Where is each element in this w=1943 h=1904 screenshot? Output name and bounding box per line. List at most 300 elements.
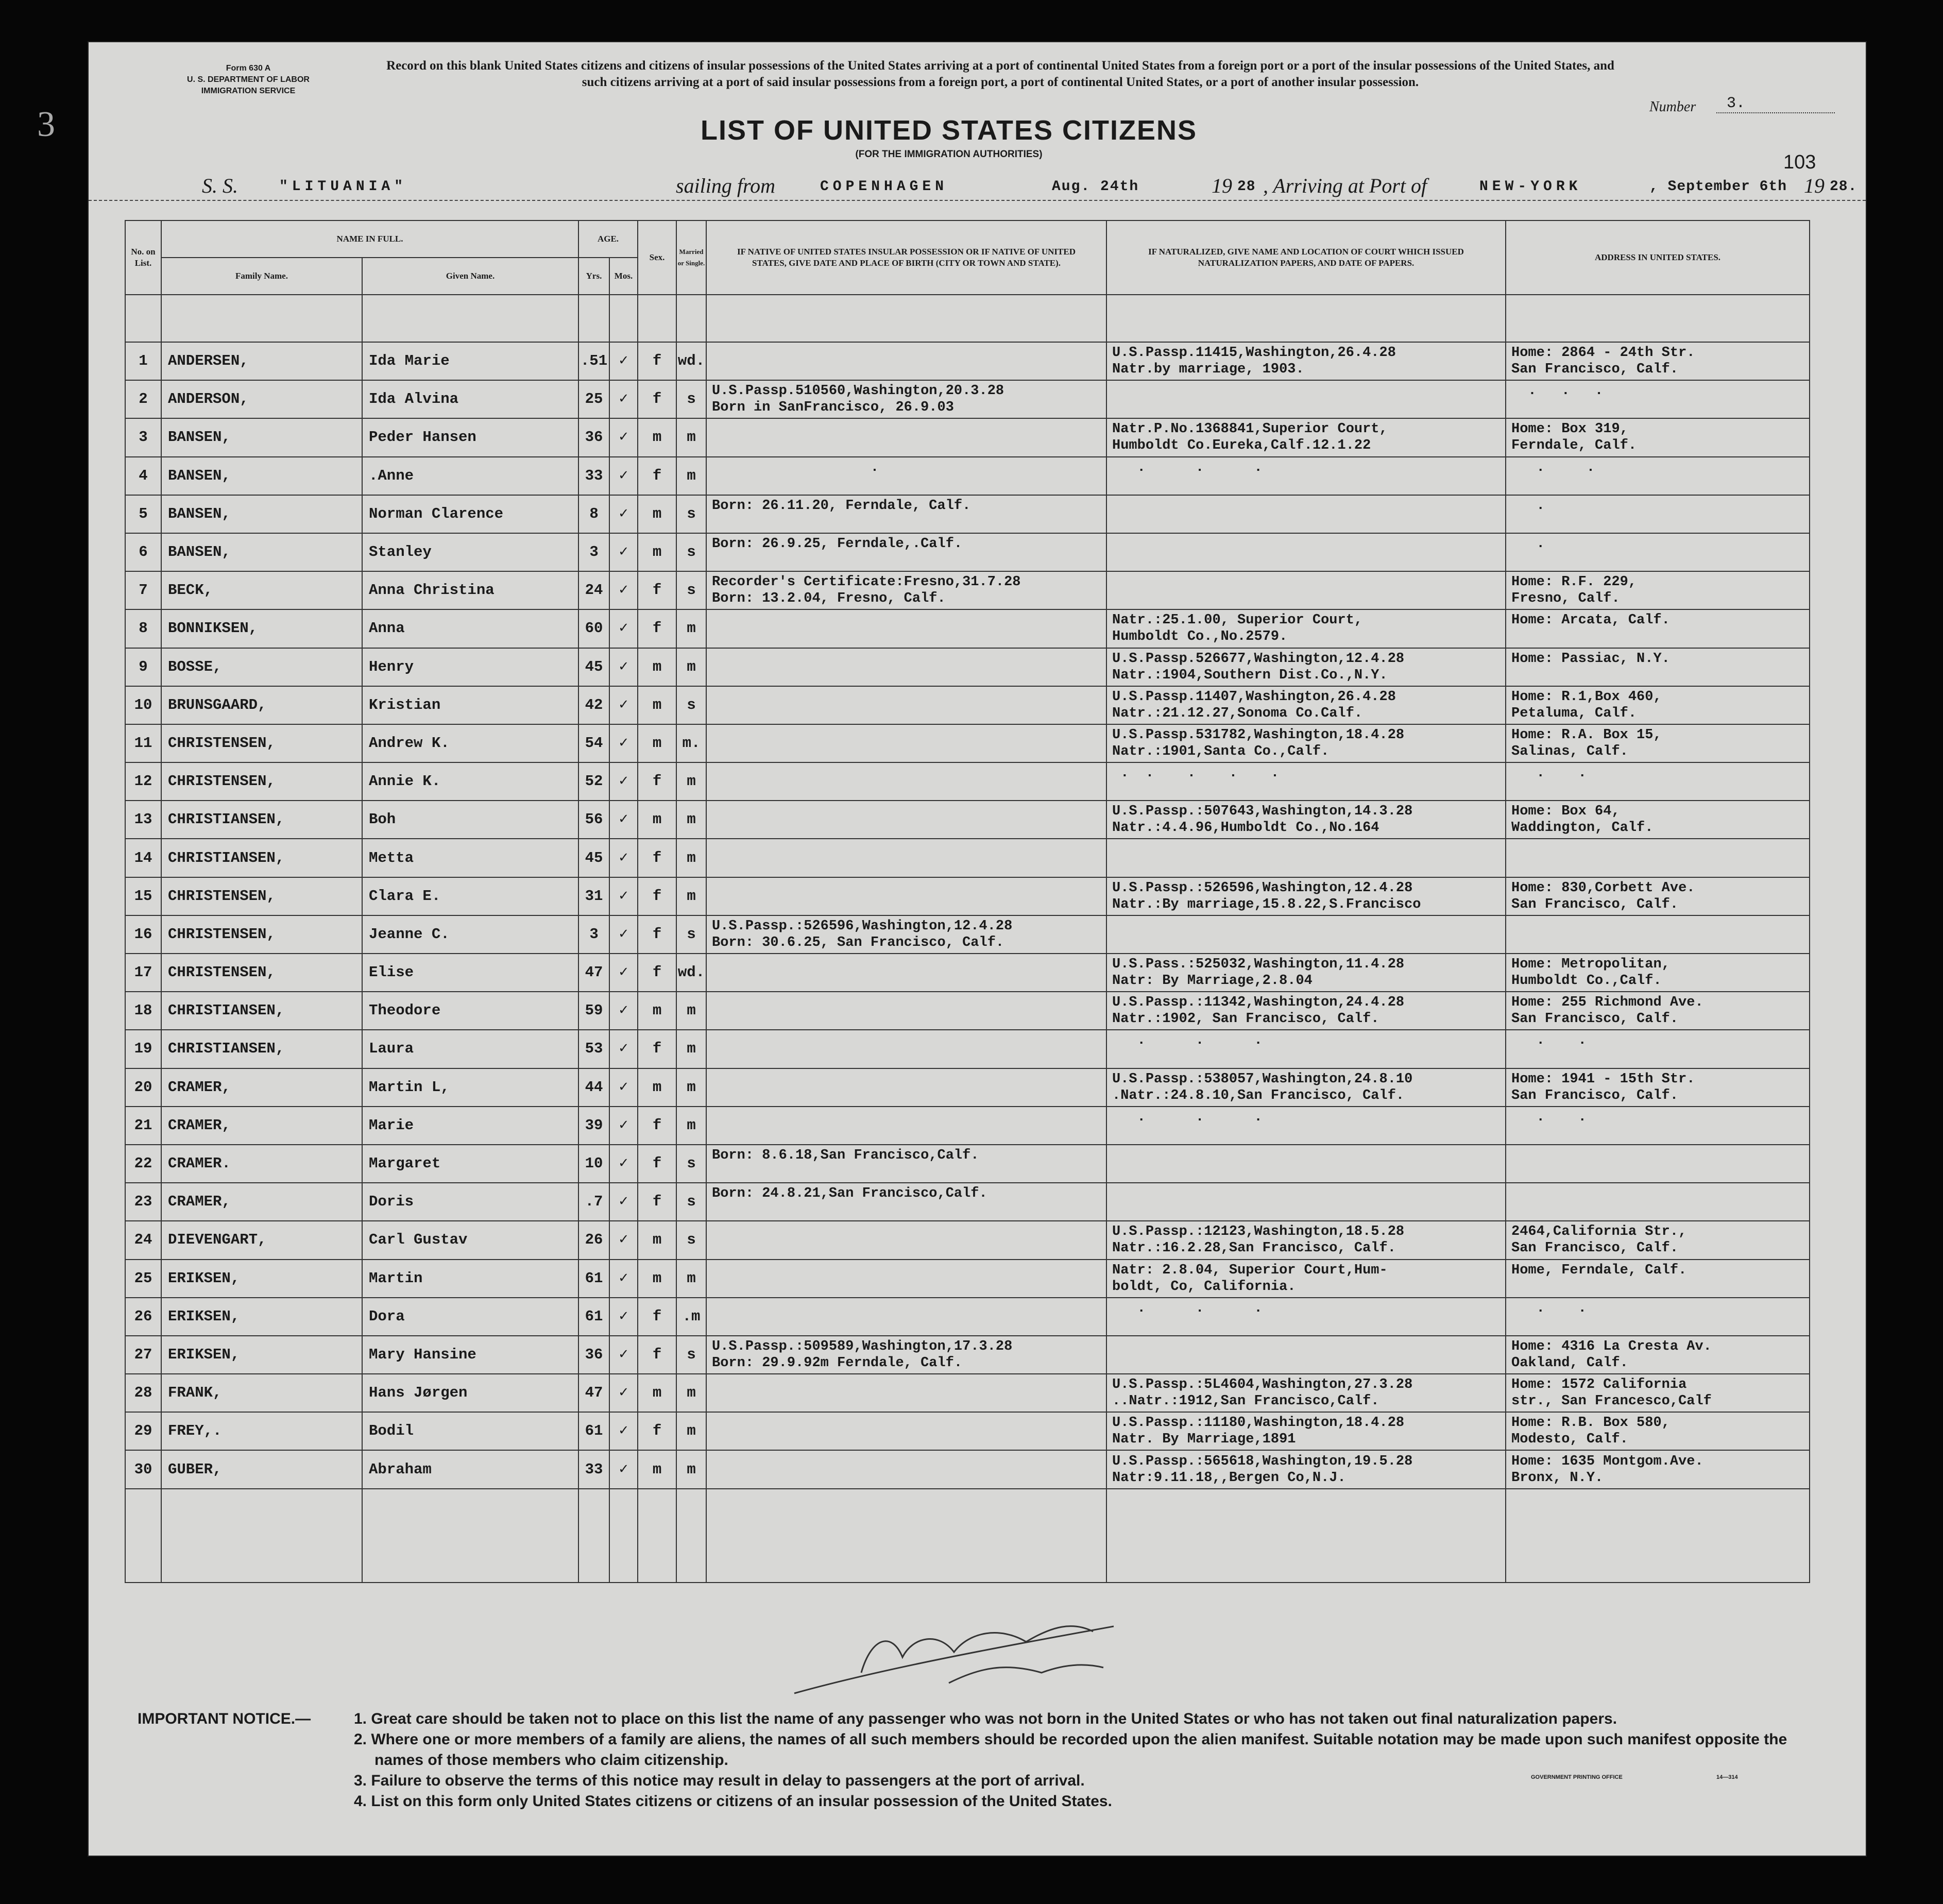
naturalization-info-line: U.S.Passp.:12123,Washington,18.5.28 (1112, 1224, 1405, 1240)
native-birth-info-line (707, 727, 1106, 743)
native-birth-info-line (707, 705, 1106, 722)
us-address-line (1506, 1202, 1809, 1218)
naturalization-info (1106, 1221, 1506, 1259)
table-row (125, 839, 1810, 877)
blank-cell (706, 1489, 1106, 1583)
naturalization-info-line (1107, 574, 1505, 590)
us-address (1506, 1145, 1810, 1183)
naturalization-info (1106, 1450, 1506, 1488)
native-birth-info (706, 457, 1106, 495)
family-name: CRAMER. (161, 1145, 362, 1183)
given-name: Marie (362, 1107, 578, 1145)
row-number: 12 (125, 762, 161, 801)
marital-status: m (676, 609, 706, 648)
age-years: 33 (578, 457, 609, 495)
native-birth-info-line (707, 514, 1106, 531)
us-address (1506, 1068, 1810, 1107)
marital-status: m (676, 457, 706, 495)
us-address (1506, 1374, 1810, 1412)
naturalization-info-line (1107, 858, 1505, 875)
naturalization-info-line: Natr.:21.12.27,Sonoma Co.Calf. (1112, 705, 1363, 721)
page-title: LIST OF UNITED STATES CITIZENS (701, 115, 1197, 146)
native-birth-info-line: U.S.Passp.510560,Washington,20.3.28 (712, 383, 1004, 399)
family-name: BRUNSGAARD, (161, 686, 362, 724)
col-address: ADDRESS IN UNITED STATES. (1506, 220, 1810, 295)
marital-status: m (676, 877, 706, 915)
native-birth-info (706, 1145, 1106, 1183)
table-row (125, 609, 1810, 648)
given-name: Dora (362, 1298, 578, 1336)
family-name: BECK, (161, 571, 362, 609)
marital-status: m (676, 1374, 706, 1412)
native-birth-info-line (707, 1109, 1106, 1126)
naturalization-info-line: U.S.Pass.:525032,Washington,11.4.28 (1112, 957, 1405, 973)
table-row (125, 533, 1810, 571)
naturalization-info (1106, 801, 1506, 839)
naturalization-info (1106, 571, 1506, 609)
record-instructions: Record on this blank United States citizens and citizens of insular possessions of the United States arriving at a port of continental United States from a foreign port or a port of the insular possessions of the United States, and such citizens arriving at a port of said insular possessions from a foreign port, a port of continental United States, or a port of another insular possession. (386, 59, 1614, 89)
native-birth-info (706, 418, 1106, 456)
native-birth-info (706, 801, 1106, 839)
naturalization-info-line: Natr.P.No.1368841,Superior Court, (1112, 421, 1388, 437)
naturalization-info (1106, 533, 1506, 571)
naturalization-info-line: . . . (1112, 1033, 1263, 1049)
sex: f (638, 1298, 676, 1336)
given-name: Anna (362, 609, 578, 648)
us-address (1506, 1336, 1810, 1374)
family-name: CHRISTENSEN, (161, 724, 362, 762)
table-row (125, 1412, 1810, 1450)
native-birth-info-line (707, 361, 1106, 378)
naturalization-info (1106, 762, 1506, 801)
arrival-year: 28. (1830, 179, 1857, 195)
departure-port: COPENHAGEN (820, 179, 948, 195)
naturalization-info-line: U.S.Passp.:565618,Washington,19.5.28 (1112, 1453, 1413, 1469)
native-birth-info-line (707, 1071, 1106, 1087)
family-name: CRAMER, (161, 1107, 362, 1145)
row-number: 5 (125, 495, 161, 533)
naturalization-info-line (1107, 1202, 1505, 1218)
col-no: No. on List. (125, 220, 161, 295)
printer-credit: GOVERNMENT PRINTING OFFICE (1531, 1774, 1623, 1780)
given-name: Clara E. (362, 877, 578, 915)
family-name: CHRISTENSEN, (161, 762, 362, 801)
us-address-line (1506, 858, 1809, 875)
table-row (125, 1145, 1810, 1183)
age-years: 8 (578, 495, 609, 533)
sailing-label: sailing from (676, 174, 775, 197)
naturalization-info-line: boldt, Co, California. (1112, 1279, 1296, 1295)
row-number: 9 (125, 648, 161, 686)
col-name-in-full: NAME IN FULL. (161, 220, 578, 258)
age-years: 61 (578, 1260, 609, 1298)
age-months-check: ✓ (609, 418, 638, 456)
naturalization-info (1106, 342, 1506, 380)
naturalization-info-line: .Natr.:24.8.10,San Francisco, Calf. (1112, 1087, 1405, 1103)
blank-cell (362, 1489, 578, 1583)
us-address (1506, 380, 1810, 418)
family-name: CHRISTENSEN, (161, 877, 362, 915)
age-months-check: ✓ (609, 1336, 638, 1374)
age-years: 56 (578, 801, 609, 839)
row-number: 27 (125, 1336, 161, 1374)
sex: m (638, 724, 676, 762)
ship-name: "LITUANIA" (279, 179, 407, 195)
age-months-check: ✓ (609, 762, 638, 801)
us-address-line: . . (1511, 766, 1587, 781)
naturalization-info (1106, 609, 1506, 648)
marital-status: s (676, 533, 706, 571)
us-address-line (1506, 1049, 1809, 1065)
naturalization-info (1106, 1412, 1506, 1450)
age-months-check: ✓ (609, 686, 638, 724)
naturalization-info-line: U.S.Passp.11407,Washington,26.4.28 (1112, 689, 1396, 705)
given-name: Martin (362, 1260, 578, 1298)
native-birth-info-line: U.S.Passp.:526596,Washington,12.4.28 (712, 918, 1013, 934)
native-birth-info-line: Born: 29.9.92m Ferndale, Calf. (712, 1355, 963, 1371)
naturalization-info (1106, 954, 1506, 992)
naturalization-info-line (1107, 590, 1505, 607)
marital-status: m (676, 1412, 706, 1450)
us-address-line: Home: Box 319, (1511, 421, 1628, 437)
native-birth-info-line: Born: 26.11.20, Ferndale, Calf. (712, 498, 971, 514)
sex: m (638, 1068, 676, 1107)
printer-code: 14—314 (1716, 1774, 1738, 1780)
native-birth-info-line (707, 612, 1106, 628)
naturalization-info-line (1107, 536, 1505, 552)
naturalization-info-line (1107, 1164, 1505, 1180)
number-label: Number (1649, 99, 1696, 115)
us-address-line: Home: Passiac, N.Y. (1511, 651, 1670, 667)
naturalization-info (1106, 1374, 1506, 1412)
naturalization-info (1106, 1030, 1506, 1068)
table-row (125, 495, 1810, 533)
native-birth-info-line (707, 1453, 1106, 1470)
naturalization-info (1106, 992, 1506, 1030)
blank-cell (161, 1489, 362, 1583)
family-name: FRANK, (161, 1374, 362, 1412)
sex: m (638, 992, 676, 1030)
notice-item: 2. Where one or more members of a family are aliens, the names of all such members should be recorded upon the alien manifest. Suitable notation may be made upon such manifest opposite the names of those members who claim citizenship. (354, 1731, 1787, 1769)
native-birth-info-line: Born: 24.8.21,San Francisco,Calf. (712, 1186, 987, 1202)
us-address (1506, 915, 1810, 954)
us-address-line (1506, 552, 1809, 569)
naturalization-info-line: Humboldt Co.,No.2579. (1112, 629, 1288, 645)
native-birth-info (706, 915, 1106, 954)
age-months-check: ✓ (609, 342, 638, 380)
naturalization-info-line (1107, 1049, 1505, 1065)
row-number: 11 (125, 724, 161, 762)
naturalization-info-line (1107, 476, 1505, 492)
naturalization-info (1106, 1336, 1506, 1374)
table-row (125, 1450, 1810, 1488)
table-row (125, 1221, 1810, 1259)
table-row (125, 457, 1810, 495)
us-address-line: Home: 1572 California (1511, 1377, 1687, 1393)
table-row (125, 1374, 1810, 1412)
inspector-signature (784, 1616, 1196, 1698)
table-row (125, 992, 1810, 1030)
marital-status: m. (676, 724, 706, 762)
family-name: FREY,. (161, 1412, 362, 1450)
native-birth-info (706, 992, 1106, 1030)
native-birth-info-line (707, 1279, 1106, 1295)
naturalization-info (1106, 915, 1506, 954)
given-name: Annie K. (362, 762, 578, 801)
us-address (1506, 877, 1810, 915)
sex: m (638, 1374, 676, 1412)
age-years: 36 (578, 418, 609, 456)
marital-status: s (676, 1221, 706, 1259)
marital-status: s (676, 1183, 706, 1221)
us-address-line: . . . (1511, 383, 1604, 399)
marital-status: s (676, 1336, 706, 1374)
us-address-line: Salinas, Calf. (1511, 743, 1628, 759)
naturalization-info-line: U.S.Passp.:5L4604,Washington,27.3.28 (1112, 1377, 1413, 1393)
family-name: CHRISTIANSEN, (161, 992, 362, 1030)
naturalization-info (1106, 648, 1506, 686)
given-name: Metta (362, 839, 578, 877)
age-months-check: ✓ (609, 1183, 638, 1221)
age-months-check: ✓ (609, 1298, 638, 1336)
age-years: 59 (578, 992, 609, 1030)
us-address (1506, 1030, 1810, 1068)
marital-status: m (676, 1068, 706, 1107)
us-address-line (1506, 476, 1809, 492)
native-birth-info-line (707, 765, 1106, 781)
header-rule (89, 200, 1866, 201)
given-name: Henry (362, 648, 578, 686)
native-birth-info-line (707, 956, 1106, 973)
naturalization-info (1106, 1298, 1506, 1336)
age-years: 31 (578, 877, 609, 915)
col-months: Mos. (609, 258, 638, 295)
marital-status: wd. (676, 954, 706, 992)
age-years: 45 (578, 839, 609, 877)
us-address (1506, 533, 1810, 571)
row-number: 19 (125, 1030, 161, 1068)
naturalization-info-line: Natr.:16.2.28,San Francisco, Calf. (1112, 1240, 1396, 1256)
native-birth-info-line (707, 1300, 1106, 1317)
age-months-check: ✓ (609, 724, 638, 762)
blank-cell (638, 1489, 676, 1583)
marital-status: s (676, 495, 706, 533)
marital-status: m (676, 418, 706, 456)
family-name: ANDERSEN, (161, 342, 362, 380)
age-years: 61 (578, 1298, 609, 1336)
us-address (1506, 648, 1810, 686)
native-birth-info (706, 724, 1106, 762)
table-row (125, 1260, 1810, 1298)
native-birth-info (706, 1450, 1106, 1488)
naturalization-info-line: U.S.Passp.11415,Washington,26.4.28 (1112, 345, 1396, 361)
naturalization-info (1106, 1260, 1506, 1298)
col-years: Yrs. (578, 258, 609, 295)
row-number: 23 (125, 1183, 161, 1221)
given-name: Anna Christina (362, 571, 578, 609)
row-number: 25 (125, 1260, 161, 1298)
native-birth-info-line (707, 1262, 1106, 1279)
native-birth-info-line: Recorder's Certificate:Fresno,31.7.28 (712, 574, 1021, 590)
given-name: Norman Clarence (362, 495, 578, 533)
family-name: DIEVENGART, (161, 1221, 362, 1259)
family-name: CHRISTIANSEN, (161, 801, 362, 839)
native-birth-info-line (707, 1431, 1106, 1448)
row-number: 18 (125, 992, 161, 1030)
native-birth-info-line: Born: 8.6.18,San Francisco,Calf. (712, 1148, 979, 1164)
age-months-check: ✓ (609, 533, 638, 571)
age-months-check: ✓ (609, 877, 638, 915)
native-birth-info (706, 533, 1106, 571)
us-address-line (1506, 1317, 1809, 1333)
native-birth-info-line (707, 1470, 1106, 1486)
age-months-check: ✓ (609, 648, 638, 686)
age-years: 52 (578, 762, 609, 801)
notice-item: 4. List on this form only United States citizens or citizens of an insular possession of the United States. (354, 1793, 1112, 1810)
us-address-line (1506, 1147, 1809, 1164)
marital-status: s (676, 686, 706, 724)
age-months-check: ✓ (609, 380, 638, 418)
family-name: BANSEN, (161, 457, 362, 495)
native-birth-info (706, 954, 1106, 992)
us-address-line (1506, 1126, 1809, 1142)
sex: m (638, 418, 676, 456)
naturalization-info-line (1107, 1126, 1505, 1142)
blank-cell (609, 1489, 638, 1583)
us-address (1506, 992, 1810, 1030)
given-name: Martin L, (362, 1068, 578, 1107)
blank-cell (1506, 1489, 1810, 1583)
blank-row (125, 1489, 1810, 1583)
age-months-check: ✓ (609, 1030, 638, 1068)
age-months-check: ✓ (609, 992, 638, 1030)
naturalization-info (1106, 418, 1506, 456)
age-years: .51 (578, 342, 609, 380)
naturalization-info-line (1107, 552, 1505, 569)
naturalization-info-line: Natr.:1904,Southern Dist.Co.,N.Y. (1112, 667, 1388, 683)
us-address-line (1506, 1164, 1809, 1180)
notice-lead: IMPORTANT NOTICE.— (138, 1710, 311, 1727)
native-birth-info-line (707, 896, 1106, 913)
native-birth-info-line (707, 858, 1106, 875)
given-name: Ida Alvina (362, 380, 578, 418)
row-number: 29 (125, 1412, 161, 1450)
us-address-line (1506, 399, 1809, 416)
naturalization-info (1106, 380, 1506, 418)
family-name: ERIKSEN, (161, 1260, 362, 1298)
departure-date: Aug. 24th (1052, 179, 1139, 195)
row-number: 6 (125, 533, 161, 571)
sex: f (638, 839, 676, 877)
naturalization-info-line (1107, 514, 1505, 531)
us-address-line: Modesto, Calf. (1511, 1432, 1628, 1448)
sex: f (638, 380, 676, 418)
native-birth-info-line (707, 743, 1106, 760)
given-name: Bodil (362, 1412, 578, 1450)
naturalization-info (1106, 1068, 1506, 1107)
us-address (1506, 724, 1810, 762)
passenger-table (125, 220, 1810, 1583)
sex: f (638, 1336, 676, 1374)
us-address-line: Home: Metropolitan, (1511, 957, 1670, 973)
us-address (1506, 839, 1810, 877)
us-address-line: Fresno, Calf. (1511, 591, 1620, 607)
naturalization-info (1106, 877, 1506, 915)
row-number: 13 (125, 801, 161, 839)
family-name: BOSSE, (161, 648, 362, 686)
sex: f (638, 457, 676, 495)
row-number: 7 (125, 571, 161, 609)
age-years: 25 (578, 380, 609, 418)
age-years: 53 (578, 1030, 609, 1068)
marital-status: m (676, 1030, 706, 1068)
sex: m (638, 1260, 676, 1298)
us-address (1506, 1183, 1810, 1221)
native-birth-info (706, 342, 1106, 380)
us-address-line (1506, 628, 1809, 645)
sex: m (638, 1221, 676, 1259)
given-name: .Anne (362, 457, 578, 495)
table-row (125, 877, 1810, 915)
arrival-date: , September 6th (1649, 179, 1787, 195)
table-row (125, 648, 1810, 686)
table-row (125, 380, 1810, 418)
us-address-line (1506, 514, 1809, 531)
naturalization-info-line: Humboldt Co.Eureka,Calf.12.1.22 (1112, 438, 1371, 454)
arrival-port: NEW-YORK (1479, 179, 1582, 195)
age-years: 10 (578, 1145, 609, 1183)
us-address-line: Home: Box 64, (1511, 804, 1620, 820)
us-address-line: . . (1511, 1033, 1587, 1049)
sex: f (638, 342, 676, 380)
naturalization-info-line: . . . (1112, 460, 1263, 475)
naturalization-info-line: ..Natr.:1912,San Francisco,Calf. (1112, 1393, 1379, 1409)
us-address (1506, 1298, 1810, 1336)
us-address (1506, 609, 1810, 648)
blank-cell (676, 1489, 706, 1583)
native-birth-info (706, 495, 1106, 533)
us-address-line (1506, 842, 1809, 858)
table-row (125, 342, 1810, 380)
native-birth-info (706, 877, 1106, 915)
marital-status: wd. (676, 342, 706, 380)
us-address (1506, 495, 1810, 533)
native-birth-info (706, 1260, 1106, 1298)
age-months-check: ✓ (609, 954, 638, 992)
family-name: CRAMER, (161, 1183, 362, 1221)
family-name: CHRISTENSEN, (161, 954, 362, 992)
sex: m (638, 648, 676, 686)
sex: f (638, 1412, 676, 1450)
page-number: 103 (1783, 151, 1816, 173)
us-address (1506, 1412, 1810, 1450)
native-birth-info-line (707, 437, 1106, 454)
native-birth-info-line (707, 1240, 1106, 1256)
row-number: 28 (125, 1374, 161, 1412)
native-birth-info-line (707, 628, 1106, 645)
naturalization-info-line: Natr:9.11.18,,Bergen Co,N.J. (1112, 1470, 1346, 1486)
table-row (125, 724, 1810, 762)
native-birth-info-line (707, 1011, 1106, 1027)
naturalization-info-line: Natr. By Marriage,1891 (1112, 1432, 1296, 1448)
naturalization-info-line: Natr.:25.1.00, Superior Court, (1112, 613, 1363, 628)
given-name: Abraham (362, 1450, 578, 1488)
col-sex: Sex. (638, 220, 676, 295)
arrival-year-prefix: 19 (1804, 174, 1825, 197)
naturalization-info-line (1107, 934, 1505, 951)
us-address-line: Petaluma, Calf. (1511, 705, 1637, 721)
page-subtitle: (FOR THE IMMIGRATION AUTHORITIES) (855, 149, 1043, 160)
